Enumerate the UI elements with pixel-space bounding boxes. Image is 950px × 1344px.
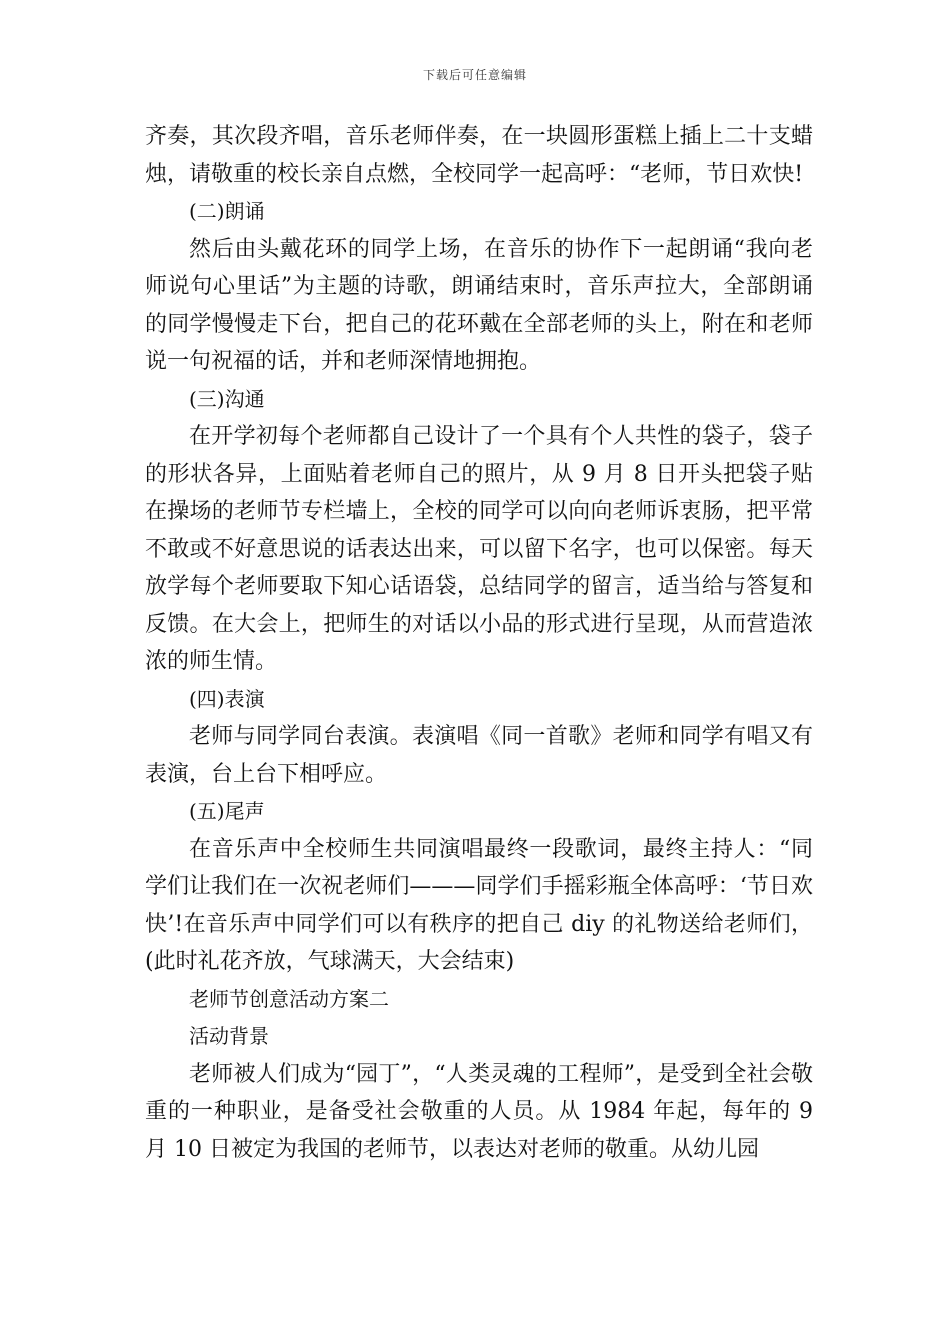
page-header: 下载后可任意编辑 (422, 68, 527, 82)
document-body (145, 118, 813, 1168)
section-heading-performance: (四)表演 (189, 686, 265, 711)
paragraph-background: 老师被人们成为“园丁”，“人类灵魂的工程师”，是受到全社会敬重的一种职业，是备受社会敬重的人员。从 1984 年起，每年的 9 月 10 日被定为我国的老师节，以表达对老师的敬重。从幼儿园 (145, 1061, 813, 1162)
section-heading-background: 活动背景 (189, 1024, 269, 1048)
paragraph-performance: 老师与同学同台表演。表演唱《同一首歌》老师和同学有唱又有表演，台上台下相呼应。 (145, 724, 813, 787)
plan-two-title: 老师节创意活动方案二 (189, 986, 389, 1011)
paragraph-opening: 齐奏，其次段齐唱，音乐老师伴奏，在一块圆形蛋糕上插上二十支蜡烛，请敬重的校长亲自点燃，全校同学一起高呼：“老师，节日欢快! (145, 124, 813, 187)
paragraph-communication: 在开学初每个老师都自己设计了一个具有个人共性的袋子，袋子的形状各异，上面贴着老师自己的照片，从 9 月 8 日开头把袋子贴在操场的老师节专栏墙上，全校的同学可以向向老师诉衷肠，把平常不敢或不好意思说的话表达出来，可以留下名字，也可以保密。每天放学每个老师要取下知心话语袋，总结同学的留言，适当给与答复和反馈。在大会上，把师生的对话以小品的形式进行呈现，从而营造浓浓的师生情。 (145, 424, 813, 674)
section-heading-recitation: (二)朗诵 (189, 199, 265, 223)
section-heading-communication: (三)沟通 (189, 386, 265, 411)
section-heading-ending: (五)尾声 (189, 799, 265, 823)
paragraph-recitation: 然后由头戴花环的同学上场，在音乐的协作下一起朗诵“我向老师说句心里话”为主题的诗歌，朗诵结束时，音乐声拉大，全部朗诵的同学慢慢走下台，把自己的花环戴在全部老师的头上，附在和老师说一句祝福的话，并和老师深情地拥抱。 (145, 236, 813, 374)
paragraph-ending: 在音乐声中全校师生共同演唱最终一段歌词，最终主持人：“同学们让我们在一次祝老师们———同学们手摇彩瓶全体高呼：‘节日欢快’!在音乐声中同学们可以有秩序的把自己 diy 的礼物送给老师们，(此时礼花齐放，气球满天，大会结束) (145, 836, 813, 974)
